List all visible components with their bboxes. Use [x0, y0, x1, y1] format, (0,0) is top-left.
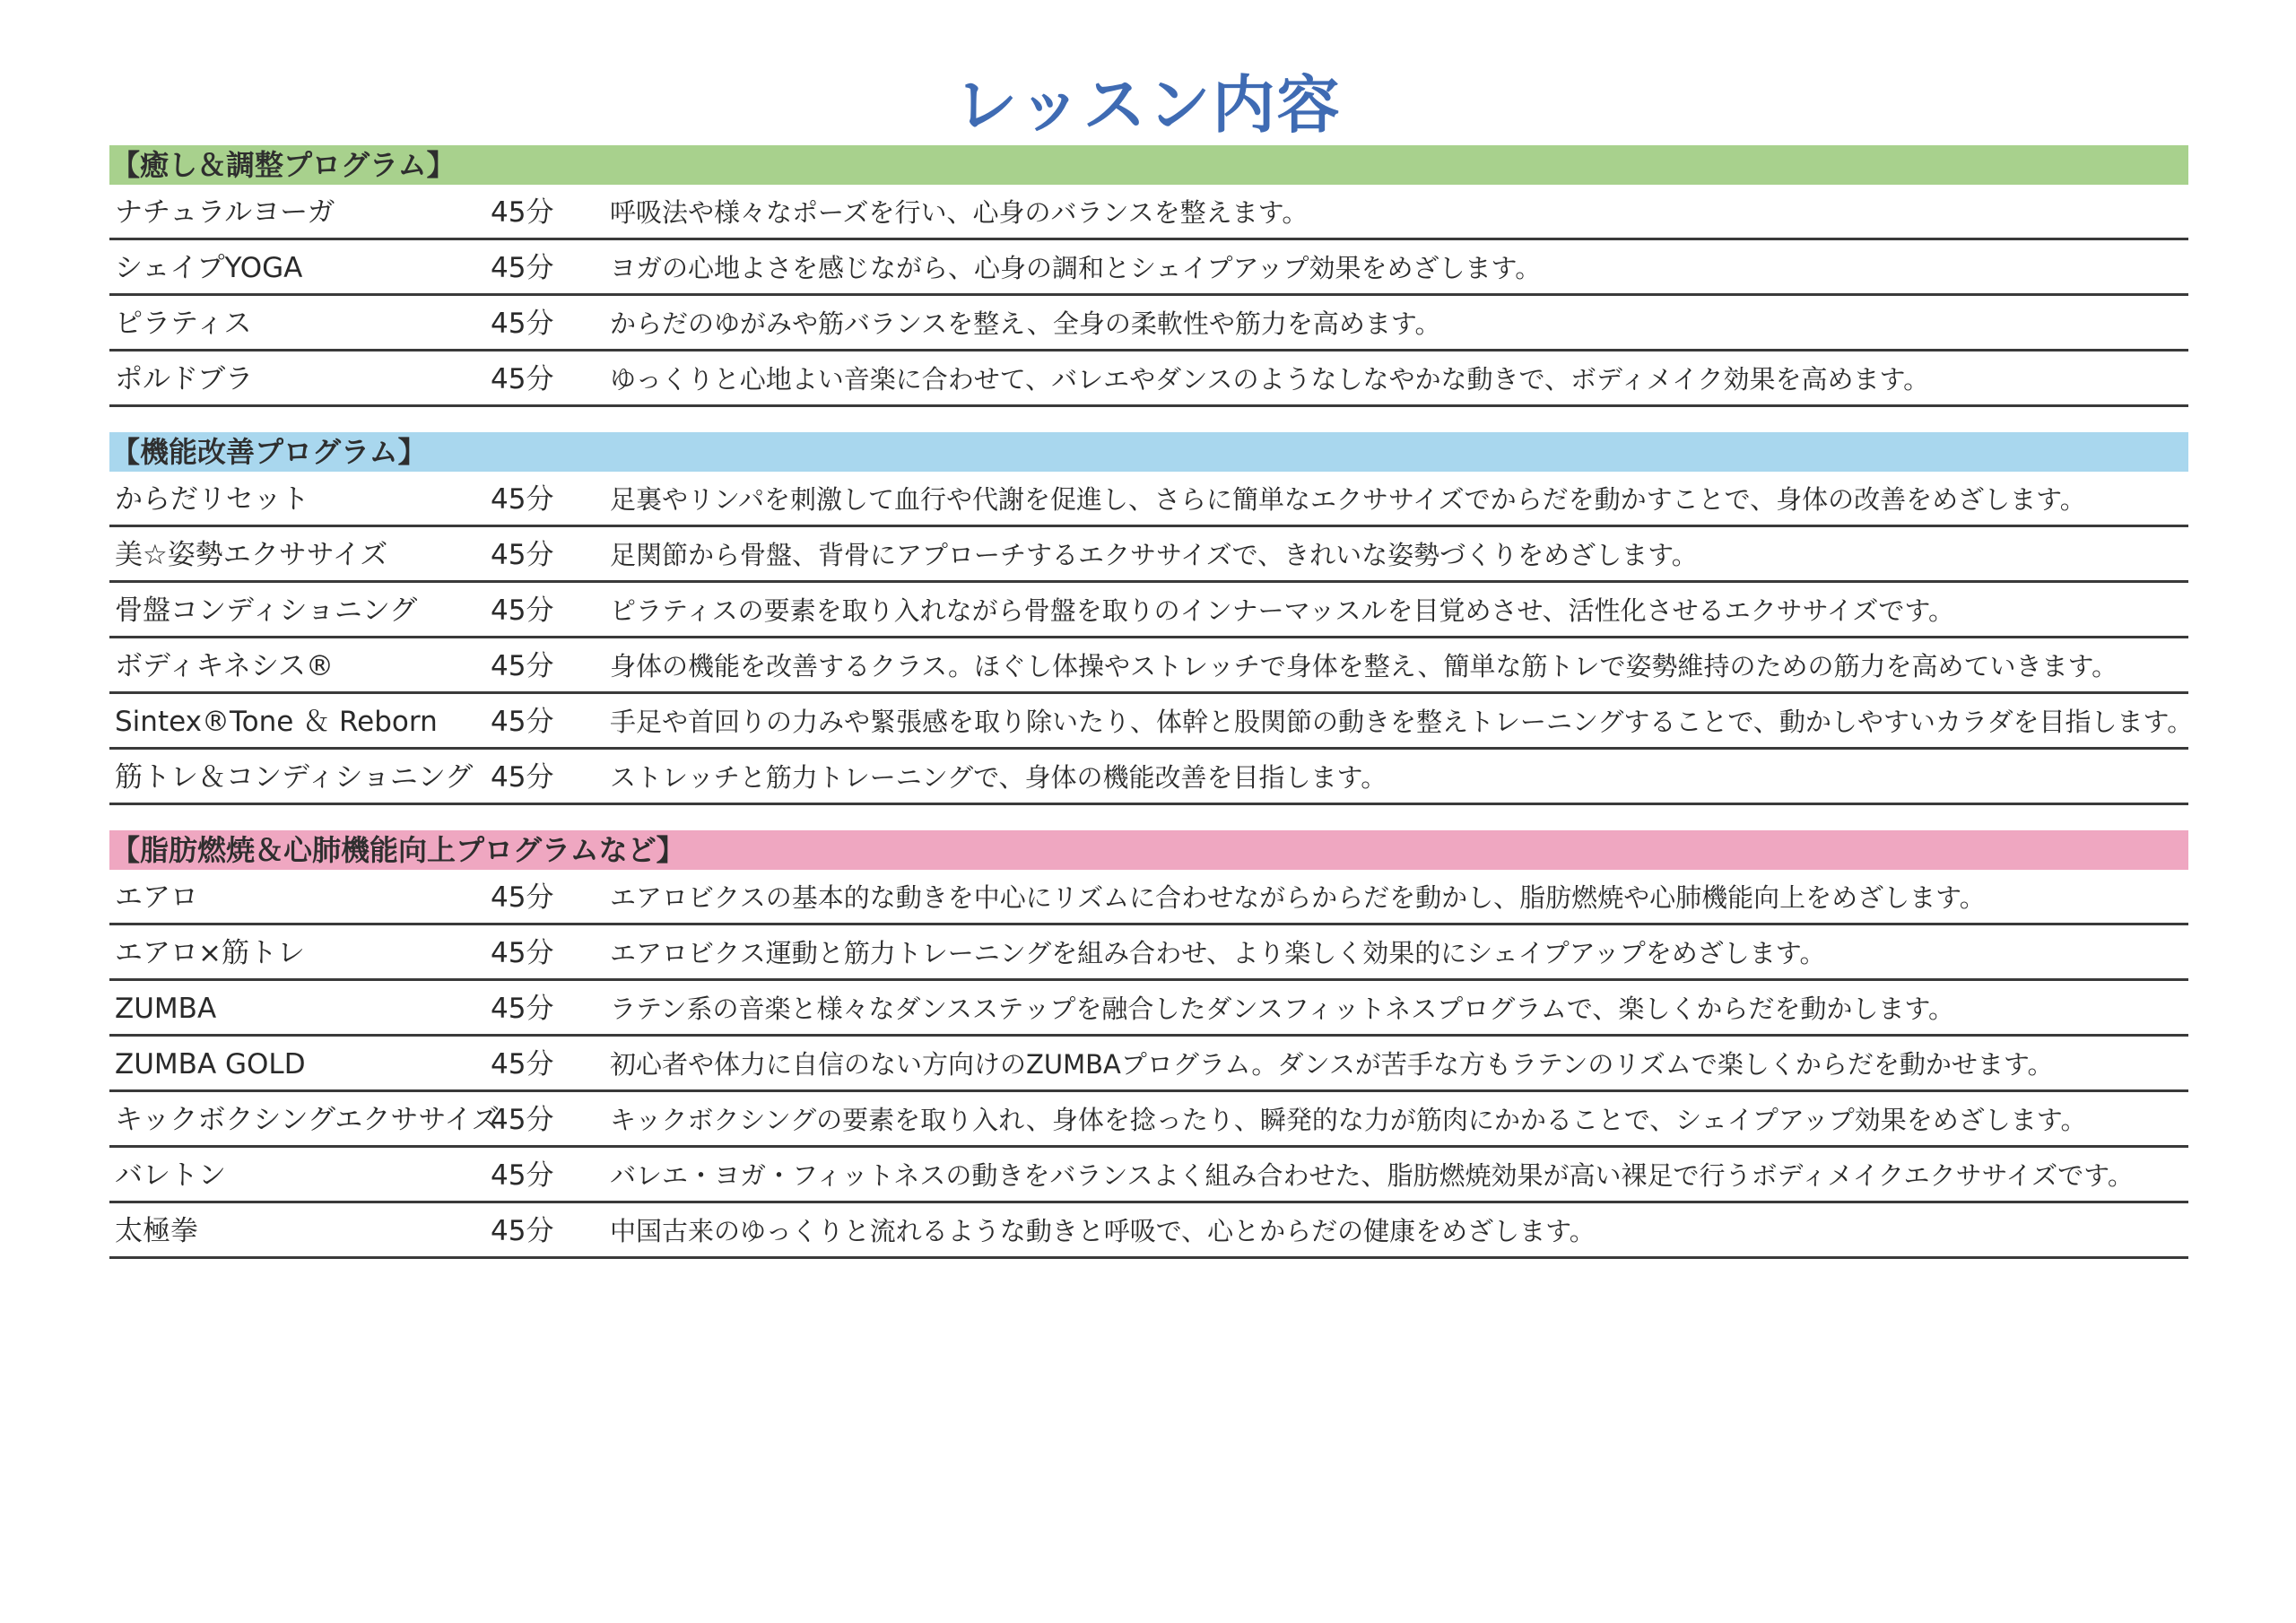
lesson-row: [109, 527, 2188, 583]
lesson-row: [109, 981, 2188, 1037]
lesson-row: [109, 694, 2194, 750]
lesson-name: ボディキネシス®: [115, 650, 334, 682]
lesson-duration: 45分: [491, 252, 554, 284]
lesson-description: 初心者や体力に自信のない方向けのZUMBAプログラム。ダンスが苦手な方もラテンのリズムで楽しくからだを動かせます。: [610, 1049, 2054, 1080]
page-title: レッスン内容: [954, 68, 1342, 142]
lesson-description: 足関節から骨盤、背骨にアプローチするエクササイズで、きれいな姿勢づくりをめざします。: [610, 540, 1698, 570]
lesson-section: [109, 432, 2194, 805]
lesson-row: [109, 583, 2188, 638]
lesson-name: ZUMBA GOLD: [115, 1048, 306, 1081]
lesson-description: 身体の機能を改善するクラス。ほぐし体操やストレッチで身体を整え、簡単な筋トレで姿勢維持のための筋力を高めていきます。: [610, 651, 2118, 681]
lesson-duration: 45分: [491, 196, 554, 229]
lesson-description: 呼吸法や様々なポーズを行い、心身のバランスを整えます。: [610, 197, 1309, 228]
lesson-description: キックボクシングの要素を取り入れ、身体を捻ったり、瞬発的な力が筋肉にかかることで、シェイプアップ効果をめざします。: [610, 1105, 2087, 1135]
lesson-row: [109, 1092, 2188, 1148]
section-header: 【脂肪燃焼＆心肺機能向上プログラムなど】: [109, 830, 2188, 870]
lesson-section: [109, 830, 2188, 1259]
lesson-row: [109, 1203, 2188, 1259]
lesson-row: [109, 925, 2188, 981]
lesson-name: 骨盤コンディショニング: [115, 595, 418, 627]
lesson-description: からだのゆがみや筋バランスを整え、全身の柔軟性や筋力を高めます。: [610, 308, 1441, 339]
lesson-name: 美☆姿勢エクササイズ: [115, 539, 388, 571]
lesson-duration: 45分: [491, 539, 554, 571]
lesson-description: ラテン系の音楽と様々なダンスステップを融合したダンスフィットネスプログラムで、楽しくからだを動かします。: [610, 994, 1955, 1024]
lesson-name: Sintex®Tone ＆ Reborn: [115, 706, 438, 738]
lesson-row: [109, 185, 2188, 240]
lesson-row: [109, 638, 2188, 694]
lesson-name: ピラティス: [115, 308, 252, 340]
lesson-duration: 45分: [491, 706, 554, 738]
lesson-description: 足裏やリンパを刺激して血行や代謝を促進し、さらに簡単なエクササイズでからだを動かすことで、身体の改善をめざします。: [610, 484, 2086, 515]
lesson-name: シェイプYOGA: [115, 252, 303, 284]
lesson-row: [109, 750, 2188, 805]
lesson-name: ナチュラルヨーガ: [115, 196, 335, 229]
lesson-row: [109, 296, 2188, 352]
lesson-name: キックボクシングエクササイズ: [115, 1104, 500, 1136]
lesson-duration: 45分: [491, 881, 554, 914]
lesson-duration: 45分: [491, 1215, 554, 1247]
lesson-sections: [109, 145, 2194, 1284]
lesson-description: ヨガの心地よさを感じながら、心身の調和とシェイプアップ効果をめざします。: [610, 253, 1542, 283]
lesson-duration: 45分: [491, 595, 554, 627]
lesson-row: [109, 1148, 2188, 1203]
lesson-description: ストレッチと筋力トレーニングで、身体の機能改善を目指します。: [610, 762, 1387, 793]
lesson-duration: 45分: [491, 937, 554, 969]
lesson-name: エアロ×筋トレ: [115, 937, 305, 969]
lesson-row: [109, 870, 2188, 925]
lesson-description: エアロビクスの基本的な動きを中心にリズムに合わせながらからだを動かし、脂肪燃焼や心肺機能向上をめざします。: [610, 882, 1986, 913]
lesson-row: [109, 1037, 2188, 1092]
lesson-duration: 45分: [491, 363, 554, 395]
lesson-description: 中国古来のゆっくりと流れるような動きと呼吸で、心とからだの健康をめざします。: [610, 1216, 1596, 1246]
lesson-row: [109, 352, 2188, 407]
lesson-description: 手足や首回りの力みや緊張感を取り除いたり、体幹と股関節の動きを整えトレーニングすることで、動かしやすいカラダを目指します。: [610, 707, 2194, 737]
lesson-duration: 45分: [491, 308, 554, 340]
lesson-description: ピラティスの要素を取り入れながら骨盤を取りのインナーマッスルを目覚めさせ、活性化させるエクササイズです。: [610, 595, 1955, 626]
section-header: 【機能改善プログラム】: [109, 432, 2188, 472]
lesson-description: ゆっくりと心地よい音楽に合わせて、バレエやダンスのようなしなやかな動きで、ボディメイク効果を高めます。: [610, 364, 1930, 395]
lesson-name: ポルドブラ: [115, 363, 254, 395]
lesson-duration: 45分: [491, 1048, 554, 1081]
lesson-name: ZUMBA: [115, 993, 217, 1025]
lesson-name: からだリセット: [115, 483, 309, 516]
lesson-row: [109, 240, 2188, 296]
lesson-name: 筋トレ＆コンディショニング: [115, 761, 474, 794]
lesson-name: 太極拳: [115, 1215, 198, 1247]
lesson-description: エアロビクス運動と筋力トレーニングを組み合わせ、より楽しく効果的にシェイプアップをめざします。: [610, 938, 1826, 968]
lesson-duration: 45分: [491, 483, 554, 516]
lesson-row: [109, 472, 2188, 527]
lesson-name: バレトン: [115, 1159, 226, 1192]
lesson-name: エアロ: [115, 881, 198, 914]
lesson-section: [109, 145, 2188, 407]
lesson-duration: 45分: [491, 650, 554, 682]
lesson-duration: 45分: [491, 1159, 554, 1192]
section-header: 【癒し＆調整プログラム】: [109, 145, 2188, 185]
lesson-duration: 45分: [491, 761, 554, 794]
lesson-description: バレエ・ヨガ・フィットネスの動きをバランスよく組み合わせた、脂肪燃焼効果が高い裸足で行うボディメイクエクササイズです。: [610, 1160, 2134, 1191]
lesson-duration: 45分: [491, 993, 554, 1025]
lesson-duration: 45分: [491, 1104, 554, 1136]
